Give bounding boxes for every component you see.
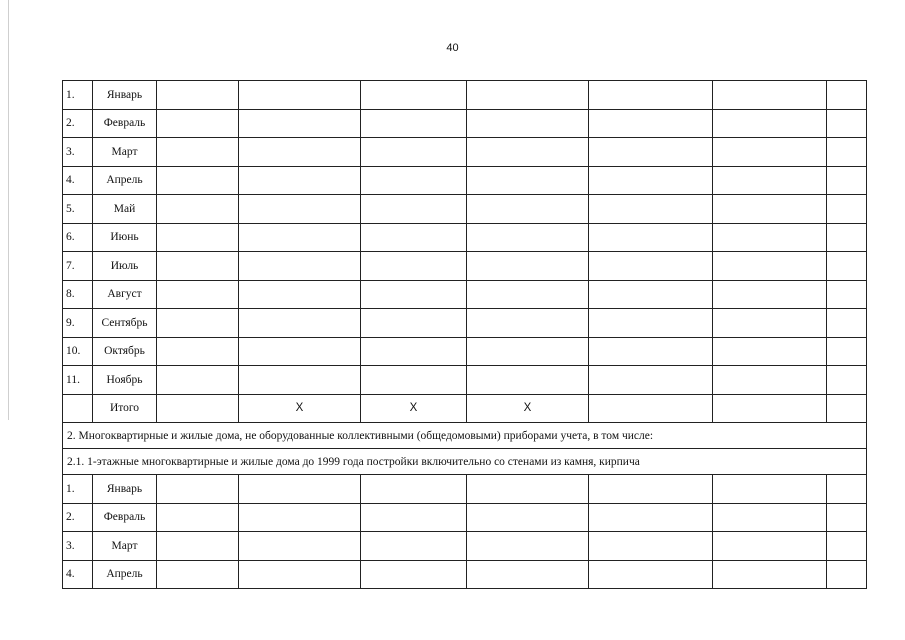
table-row (63, 166, 867, 195)
table-row (63, 195, 867, 224)
row-number: 2. (63, 109, 93, 138)
month-label: Октябрь (93, 337, 157, 366)
table-row (63, 532, 867, 561)
month-label: Февраль (93, 109, 157, 138)
table-row (63, 81, 867, 110)
month-label: Ноябрь (93, 366, 157, 395)
month-label: Сентябрь (93, 309, 157, 338)
section-2-1-heading: 2.1. 1-этажные многоквартирные и жилые дома до 1999 года постройки включительно со стенами из камня, кирпича (63, 449, 867, 475)
row-number: 10. (63, 337, 93, 366)
month-label: Июнь (93, 223, 157, 252)
row-number: 3. (63, 138, 93, 167)
x-mark: X (467, 394, 589, 423)
row-number: 1. (63, 81, 93, 110)
table-row (63, 309, 867, 338)
page-number: 40 (446, 42, 459, 54)
x-mark: X (361, 394, 467, 423)
table-row (63, 475, 867, 504)
tariff-table (62, 80, 867, 589)
total-label: Итого (93, 394, 157, 423)
month-label: Май (93, 195, 157, 224)
table-row (63, 337, 867, 366)
row-number: 2. (63, 503, 93, 532)
row-number: 5. (63, 195, 93, 224)
month-label: Июль (93, 252, 157, 281)
row-number: 7. (63, 252, 93, 281)
month-label: Август (93, 280, 157, 309)
row-number: 4. (63, 166, 93, 195)
table-row (63, 366, 867, 395)
section-2-heading: 2. Многоквартирные и жилые дома, не оборудованные коллективными (общедомовыми) приборами учета, в том числе: (63, 423, 867, 449)
row-number: 9. (63, 309, 93, 338)
scan-edge-line (8, 0, 9, 420)
month-label: Январь (93, 81, 157, 110)
month-label: Январь (93, 475, 157, 504)
x-mark: X (239, 394, 361, 423)
row-number: 8. (63, 280, 93, 309)
month-label: Апрель (93, 166, 157, 195)
month-label: Апрель (93, 560, 157, 589)
table-row (63, 223, 867, 252)
row-number: 4. (63, 560, 93, 589)
row-number: 3. (63, 532, 93, 561)
row-number: 6. (63, 223, 93, 252)
month-label: Февраль (93, 503, 157, 532)
row-number: 11. (63, 366, 93, 395)
table-row (63, 252, 867, 281)
table-row (63, 280, 867, 309)
section-heading-row (63, 423, 867, 449)
table-row (63, 503, 867, 532)
month-label: Март (93, 532, 157, 561)
total-row (63, 394, 867, 423)
table-row (63, 109, 867, 138)
table-row (63, 138, 867, 167)
month-label: Март (93, 138, 157, 167)
row-number: 1. (63, 475, 93, 504)
subsection-heading-row (63, 449, 867, 475)
table-row (63, 560, 867, 589)
